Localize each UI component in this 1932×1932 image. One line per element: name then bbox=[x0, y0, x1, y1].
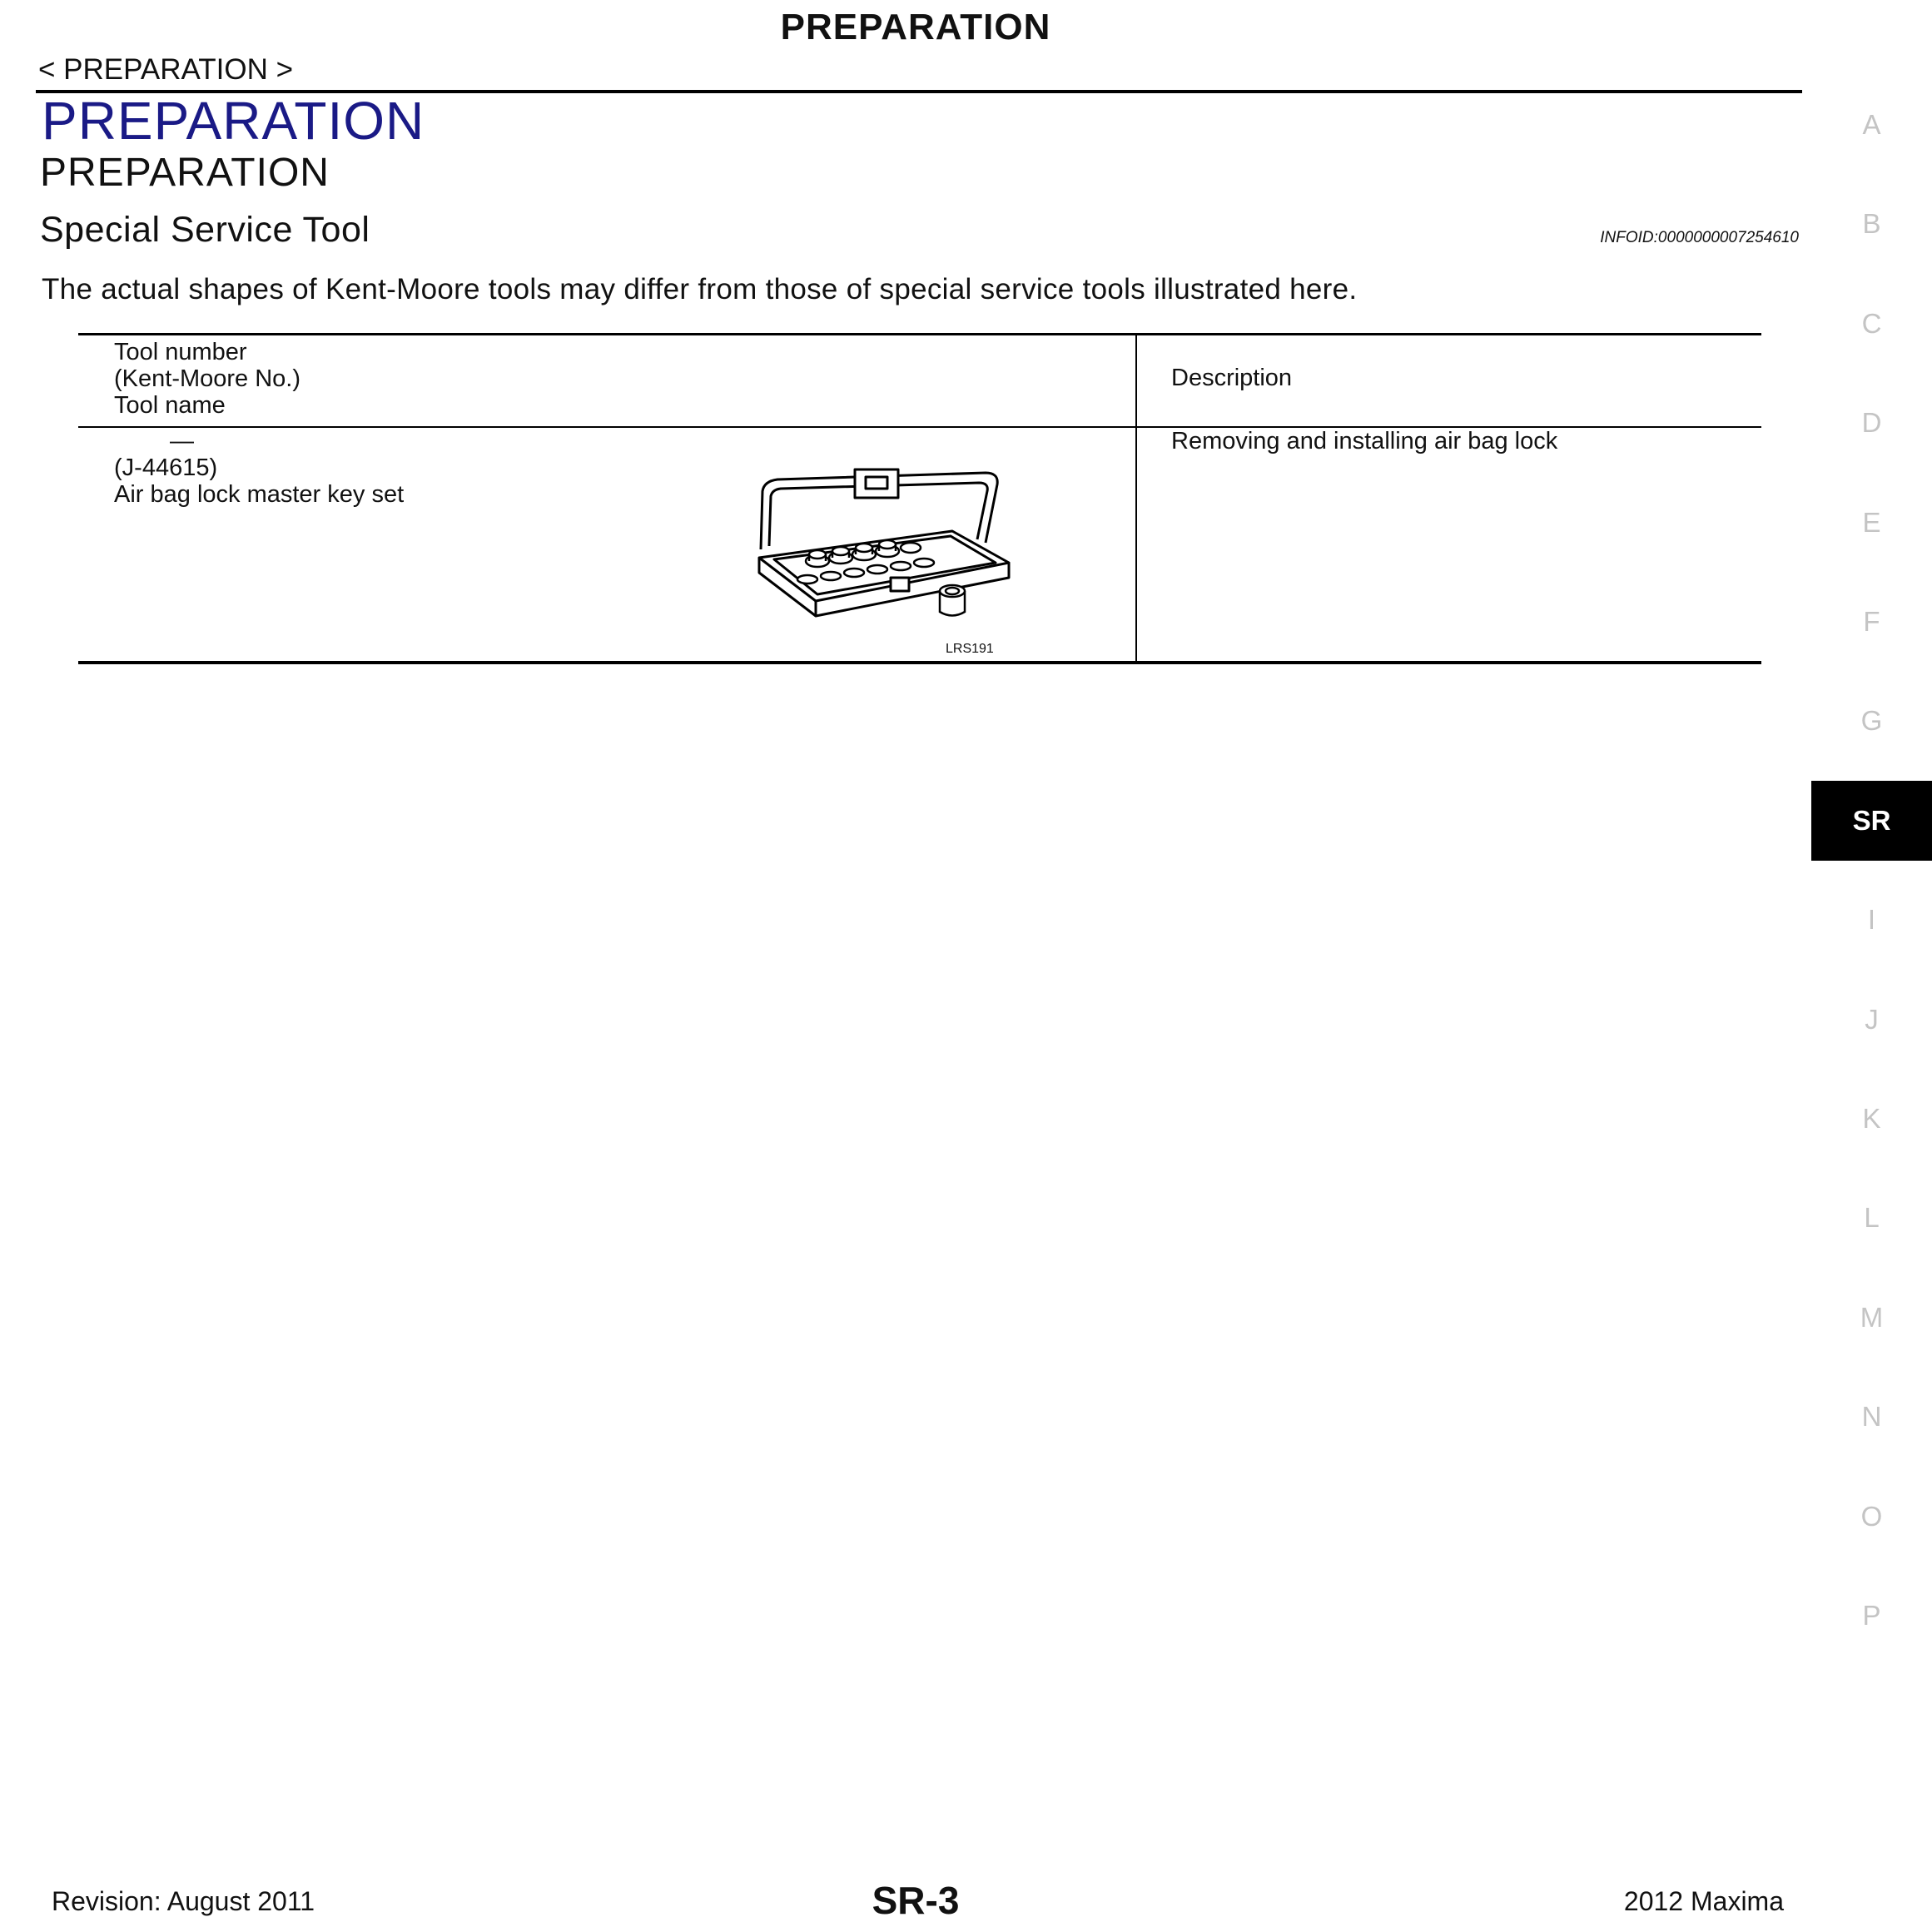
table-top-rule bbox=[78, 333, 1761, 335]
section-index-tabs bbox=[1811, 0, 1932, 1932]
section-tab-d[interactable]: D bbox=[1861, 407, 1882, 439]
section-tab-b[interactable]: B bbox=[1862, 208, 1881, 240]
row-kent-moore-number: (J-44615) bbox=[114, 454, 218, 481]
section-tab-n[interactable]: N bbox=[1861, 1401, 1882, 1433]
footer-page-number: SR-3 bbox=[872, 1879, 960, 1922]
subsection-heading: Special Service Tool bbox=[40, 210, 370, 250]
table-header-description: Description bbox=[1171, 365, 1293, 391]
section-tab-c[interactable]: C bbox=[1861, 307, 1882, 339]
section-tab-o[interactable]: O bbox=[1860, 1500, 1883, 1532]
footer-model: 2012 Maxima bbox=[1623, 1886, 1784, 1916]
illustration-label: LRS191 bbox=[946, 642, 994, 656]
section-title: PREPARATION bbox=[42, 91, 425, 151]
section-tab-e[interactable]: E bbox=[1862, 506, 1881, 538]
section-tab-m[interactable]: M bbox=[1860, 1301, 1884, 1333]
row-tool-number: — bbox=[170, 428, 194, 454]
section-tab-g[interactable]: G bbox=[1860, 705, 1883, 737]
header-kent-moore: (Kent-Moore No.) bbox=[114, 365, 301, 392]
header-tool-name: Tool name bbox=[114, 392, 226, 419]
breadcrumb[interactable]: < PREPARATION > bbox=[38, 53, 294, 86]
section-tab-sr[interactable]: SR bbox=[1811, 781, 1932, 861]
table-bottom-rule bbox=[78, 661, 1761, 664]
row-tool-name: Air bag lock master key set bbox=[114, 481, 405, 508]
section-tab-j[interactable]: J bbox=[1865, 1003, 1879, 1035]
row-description: Removing and installing air bag lock bbox=[1171, 428, 1558, 454]
page-header-title: PREPARATION bbox=[780, 7, 1051, 47]
special-service-tool-table bbox=[78, 333, 1761, 666]
section-tab-a[interactable]: A bbox=[1862, 109, 1881, 140]
section-tab-f[interactable]: F bbox=[1863, 606, 1880, 637]
footer-revision: Revision: August 2011 bbox=[52, 1886, 315, 1916]
section-tab-p[interactable]: P bbox=[1862, 1600, 1881, 1631]
table-header-tool-column bbox=[114, 339, 300, 419]
table-column-divider bbox=[1135, 333, 1137, 664]
air-bag-lock-key-set-illustration bbox=[744, 466, 1094, 658]
section-tab-i[interactable]: I bbox=[1867, 904, 1876, 936]
section-subtitle: PREPARATION bbox=[40, 151, 330, 195]
intro-paragraph: The actual shapes of Kent-Moore tools may differ from those of special service tools illustrated here. bbox=[42, 273, 1358, 305]
info-id: INFOID:0000000007254610 bbox=[1600, 229, 1799, 246]
section-tab-k[interactable]: K bbox=[1862, 1103, 1881, 1134]
section-tab-l[interactable]: L bbox=[1864, 1202, 1880, 1234]
header-tool-number: Tool number bbox=[114, 339, 247, 365]
